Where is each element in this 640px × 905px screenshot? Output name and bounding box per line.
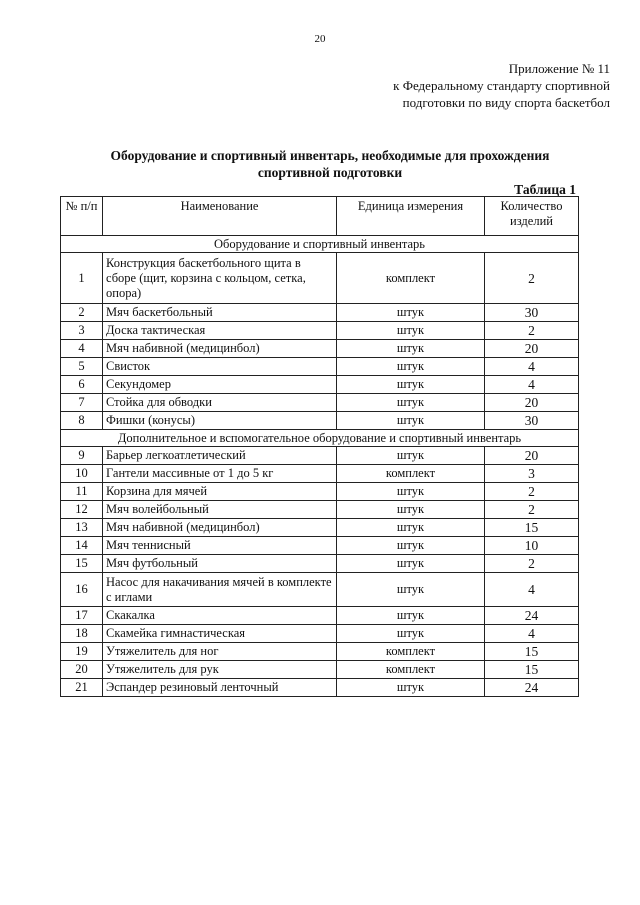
quantity-cell: 4: [485, 573, 579, 607]
table-row: [61, 340, 579, 358]
quantity-cell: 15: [485, 643, 579, 661]
table-row: [61, 358, 579, 376]
row-number-cell: 7: [61, 394, 103, 412]
row-number-cell: 6: [61, 376, 103, 394]
equipment-table: [60, 196, 579, 697]
row-number-cell: 18: [61, 625, 103, 643]
quantity-cell: 2: [485, 483, 579, 501]
row-number-cell: 13: [61, 519, 103, 537]
quantity-cell: 4: [485, 376, 579, 394]
table-row: [61, 555, 579, 573]
row-number-cell: 15: [61, 555, 103, 573]
header-num: № п/п: [61, 197, 103, 236]
header-qty: Количество изделий: [485, 197, 579, 236]
quantity-cell: 4: [485, 625, 579, 643]
page-number: 20: [314, 33, 326, 45]
section-row: [61, 236, 579, 253]
table-body: [61, 236, 579, 697]
item-name-cell: Барьер легкоатлетический: [103, 447, 337, 465]
item-name-cell: Насос для накачивания мячей в комплекте с иглами: [103, 573, 337, 607]
table-label: Таблица 1: [514, 182, 576, 197]
table-row: [61, 304, 579, 322]
row-number-cell: 5: [61, 358, 103, 376]
unit-cell: комплект: [337, 643, 485, 661]
quantity-cell: 20: [485, 340, 579, 358]
header-name: Наименование: [103, 197, 337, 236]
row-number-cell: 17: [61, 607, 103, 625]
quantity-cell: 2: [485, 501, 579, 519]
item-name-cell: Эспандер резиновый ленточный: [103, 679, 337, 697]
document-title-line-2: спортивной подготовки: [257, 165, 403, 180]
row-number-cell: 12: [61, 501, 103, 519]
table-row: [61, 661, 579, 679]
appendix-block: [393, 60, 610, 111]
table-row: [61, 412, 579, 430]
row-number-cell: 9: [61, 447, 103, 465]
row-number-cell: 20: [61, 661, 103, 679]
table-row: [61, 394, 579, 412]
item-name-cell: Секундомер: [103, 376, 337, 394]
unit-cell: штук: [337, 537, 485, 555]
quantity-cell: 15: [485, 661, 579, 679]
row-number-cell: 2: [61, 304, 103, 322]
item-name-cell: Свисток: [103, 358, 337, 376]
item-name-cell: Мяч набивной (медицинбол): [103, 340, 337, 358]
quantity-cell: 24: [485, 607, 579, 625]
row-number-cell: 19: [61, 643, 103, 661]
unit-cell: штук: [337, 447, 485, 465]
unit-cell: штук: [337, 304, 485, 322]
quantity-cell: 10: [485, 537, 579, 555]
unit-cell: штук: [337, 358, 485, 376]
item-name-cell: Мяч футбольный: [103, 555, 337, 573]
table-row: [61, 447, 579, 465]
item-name-cell: Доска тактическая: [103, 322, 337, 340]
row-number-cell: 4: [61, 340, 103, 358]
quantity-cell: 3: [485, 465, 579, 483]
quantity-cell: 2: [485, 253, 579, 304]
document-title-line-1: Оборудование и спортивный инвентарь, необходимые для прохождения: [110, 148, 550, 163]
table-row: [61, 501, 579, 519]
appendix-line-2: к Федеральному стандарту спортивной: [393, 78, 610, 93]
unit-cell: комплект: [337, 465, 485, 483]
quantity-cell: 20: [485, 394, 579, 412]
section-title: Оборудование и спортивный инвентарь: [61, 236, 579, 253]
table-row: [61, 376, 579, 394]
table-row: [61, 322, 579, 340]
section-row: [61, 430, 579, 447]
item-name-cell: Конструкция баскетбольного щита в сборе (щит, корзина с кольцом, сетка, опора): [103, 253, 337, 304]
unit-cell: комплект: [337, 661, 485, 679]
unit-cell: штук: [337, 340, 485, 358]
unit-cell: штук: [337, 679, 485, 697]
quantity-cell: 20: [485, 447, 579, 465]
quantity-cell: 4: [485, 358, 579, 376]
row-number-cell: 3: [61, 322, 103, 340]
item-name-cell: Мяч набивной (медицинбол): [103, 519, 337, 537]
header-unit: Единица измерения: [337, 197, 485, 236]
unit-cell: штук: [337, 519, 485, 537]
row-number-cell: 21: [61, 679, 103, 697]
row-number-cell: 8: [61, 412, 103, 430]
table-row: [61, 625, 579, 643]
appendix-line-1: Приложение № 11: [508, 61, 610, 76]
row-number-cell: 1: [61, 253, 103, 304]
row-number-cell: 14: [61, 537, 103, 555]
table-row: [61, 483, 579, 501]
table-row: [61, 643, 579, 661]
table-row: [61, 679, 579, 697]
table-header-row: [61, 197, 579, 236]
item-name-cell: Корзина для мячей: [103, 483, 337, 501]
item-name-cell: Фишки (конусы): [103, 412, 337, 430]
unit-cell: штук: [337, 412, 485, 430]
row-number-cell: 16: [61, 573, 103, 607]
appendix-line-3: подготовки по виду спорта баскетбол: [402, 95, 610, 110]
table-row: [61, 573, 579, 607]
table-row: [61, 537, 579, 555]
row-number-cell: 11: [61, 483, 103, 501]
unit-cell: штук: [337, 322, 485, 340]
unit-cell: комплект: [337, 253, 485, 304]
item-name-cell: Стойка для обводки: [103, 394, 337, 412]
section-title: Дополнительное и вспомогательное оборудование и спортивный инвентарь: [61, 430, 579, 447]
quantity-cell: 24: [485, 679, 579, 697]
item-name-cell: Мяч баскетбольный: [103, 304, 337, 322]
item-name-cell: Скамейка гимнастическая: [103, 625, 337, 643]
unit-cell: штук: [337, 555, 485, 573]
quantity-cell: 30: [485, 412, 579, 430]
table-row: [61, 253, 579, 304]
item-name-cell: Утяжелитель для ног: [103, 643, 337, 661]
item-name-cell: Скакалка: [103, 607, 337, 625]
item-name-cell: Мяч теннисный: [103, 537, 337, 555]
unit-cell: штук: [337, 376, 485, 394]
unit-cell: штук: [337, 394, 485, 412]
item-name-cell: Гантели массивные от 1 до 5 кг: [103, 465, 337, 483]
unit-cell: штук: [337, 625, 485, 643]
quantity-cell: 2: [485, 322, 579, 340]
document-title: [60, 147, 600, 181]
table-row: [61, 465, 579, 483]
unit-cell: штук: [337, 573, 485, 607]
quantity-cell: 30: [485, 304, 579, 322]
quantity-cell: 2: [485, 555, 579, 573]
table-row: [61, 519, 579, 537]
quantity-cell: 15: [485, 519, 579, 537]
unit-cell: штук: [337, 607, 485, 625]
unit-cell: штук: [337, 501, 485, 519]
row-number-cell: 10: [61, 465, 103, 483]
unit-cell: штук: [337, 483, 485, 501]
item-name-cell: Мяч волейбольный: [103, 501, 337, 519]
item-name-cell: Утяжелитель для рук: [103, 661, 337, 679]
table-row: [61, 607, 579, 625]
